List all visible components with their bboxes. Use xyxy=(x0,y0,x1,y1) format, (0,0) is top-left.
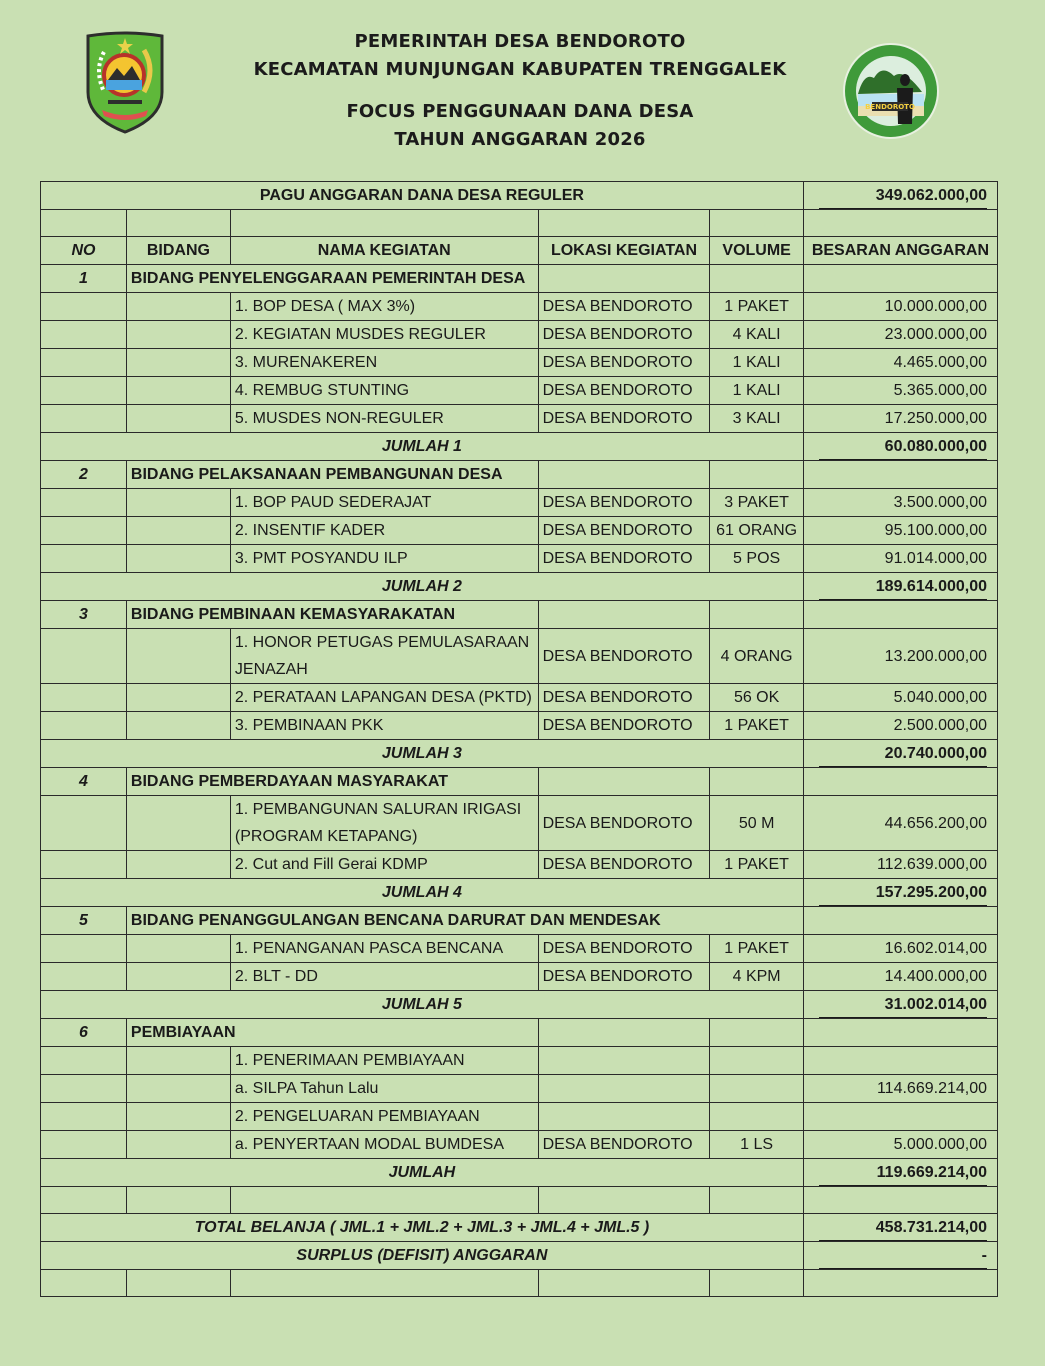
table-row xyxy=(41,851,998,879)
subtotal-row xyxy=(41,1159,998,1187)
subtotal-label: JUMLAH 5 xyxy=(41,991,804,1019)
empty-cell xyxy=(126,349,230,377)
section-title: BIDANG PENANGGULANGAN BENCANA DARURAT DAN MENDESAK xyxy=(126,907,803,935)
activity-volume: 4 KALI xyxy=(710,321,803,349)
empty-cell xyxy=(126,851,230,879)
subtotal-row xyxy=(41,991,998,1019)
empty-cell xyxy=(538,265,710,293)
activity-name: 1. PENERIMAAN PEMBIAYAAN xyxy=(230,1047,538,1075)
empty-cell xyxy=(803,601,997,629)
activity-location: DESA BENDOROTO xyxy=(538,935,710,963)
section-title: BIDANG PEMBERDAYAAN MASYARAKAT xyxy=(126,768,538,796)
activity-location: DESA BENDOROTO xyxy=(538,963,710,991)
activity-amount: 14.400.000,00 xyxy=(803,963,997,991)
activity-amount xyxy=(803,1047,997,1075)
section-header-row xyxy=(41,1019,998,1047)
column-header-row xyxy=(41,237,998,265)
table-row xyxy=(41,1103,998,1131)
subtotal-label: JUMLAH xyxy=(41,1159,804,1187)
activity-location: DESA BENDOROTO xyxy=(538,684,710,712)
kabupaten-emblem-icon xyxy=(84,30,166,134)
total-belanja-label: TOTAL BELANJA ( JML.1 + JML.2 + JML.3 + JML.4 + JML.5 ) xyxy=(41,1214,804,1242)
activity-volume: 50 M xyxy=(710,796,803,851)
activity-name: 3. MURENAKEREN xyxy=(230,349,538,377)
section-title: PEMBIAYAAN xyxy=(126,1019,538,1047)
empty-cell xyxy=(41,1270,127,1297)
table-row xyxy=(41,1075,998,1103)
activity-amount: 23.000.000,00 xyxy=(803,321,997,349)
subtotal-label: JUMLAH 1 xyxy=(41,433,804,461)
activity-location: DESA BENDOROTO xyxy=(538,293,710,321)
empty-cell xyxy=(41,796,127,851)
empty-cell xyxy=(126,629,230,684)
activity-volume: 1 KALI xyxy=(710,377,803,405)
section-number: 1 xyxy=(41,265,127,293)
activity-volume: 3 KALI xyxy=(710,405,803,433)
activity-location: DESA BENDOROTO xyxy=(538,545,710,573)
empty-cell xyxy=(710,1187,803,1214)
header-line-3: FOCUS PENGGUNAAN DANA DESA xyxy=(346,101,694,122)
empty-cell xyxy=(126,293,230,321)
section-title: BIDANG PEMBINAAN KEMASYARAKATAN xyxy=(126,601,538,629)
section-header-row xyxy=(41,768,998,796)
activity-amount xyxy=(803,1103,997,1131)
activity-volume: 3 PAKET xyxy=(710,489,803,517)
activity-name: 5. MUSDES NON-REGULER xyxy=(230,405,538,433)
activity-amount: 4.465.000,00 xyxy=(803,349,997,377)
subtotal-row xyxy=(41,573,998,601)
section-number: 3 xyxy=(41,601,127,629)
empty-cell xyxy=(41,349,127,377)
empty-cell xyxy=(41,1103,127,1131)
activity-name: 2. INSENTIF KADER xyxy=(230,517,538,545)
empty-cell xyxy=(710,601,803,629)
section-number: 2 xyxy=(41,461,127,489)
activity-location: DESA BENDOROTO xyxy=(538,629,710,684)
activity-amount: 17.250.000,00 xyxy=(803,405,997,433)
activity-amount: 91.014.000,00 xyxy=(803,545,997,573)
empty-cell xyxy=(126,1187,230,1214)
activity-volume: 1 PAKET xyxy=(710,935,803,963)
table-row xyxy=(41,293,998,321)
activity-location: DESA BENDOROTO xyxy=(538,489,710,517)
empty-cell xyxy=(803,1187,997,1214)
empty-cell xyxy=(803,265,997,293)
desa-bendoroto-emblem-icon xyxy=(842,42,940,140)
activity-name: 2. BLT - DD xyxy=(230,963,538,991)
total-belanja-value: 458.731.214,00 xyxy=(803,1214,997,1242)
subtotal-row xyxy=(41,433,998,461)
activity-amount: 44.656.200,00 xyxy=(803,796,997,851)
empty-cell xyxy=(538,768,710,796)
empty-cell xyxy=(126,684,230,712)
total-belanja-row xyxy=(41,1214,998,1242)
activity-name: 2. PERATAAN LAPANGAN DESA (PKTD) xyxy=(230,684,538,712)
activity-location: DESA BENDOROTO xyxy=(538,1131,710,1159)
subtotal-value: 189.614.000,00 xyxy=(803,573,997,601)
empty-cell xyxy=(41,1047,127,1075)
empty-cell xyxy=(538,461,710,489)
empty-cell xyxy=(126,712,230,740)
activity-location xyxy=(538,1075,710,1103)
empty-cell xyxy=(126,405,230,433)
empty-cell xyxy=(803,461,997,489)
section-header-row xyxy=(41,907,998,935)
spacer-row xyxy=(41,1270,998,1297)
activity-volume: 61 ORANG xyxy=(710,517,803,545)
activity-name: 1. PENANGANAN PASCA BENCANA xyxy=(230,935,538,963)
activity-location xyxy=(538,1047,710,1075)
empty-cell xyxy=(230,1187,538,1214)
activity-name: 2. PENGELUARAN PEMBIAYAAN xyxy=(230,1103,538,1131)
subtotal-value: 20.740.000,00 xyxy=(803,740,997,768)
activity-amount: 13.200.000,00 xyxy=(803,629,997,684)
section-header-row xyxy=(41,265,998,293)
empty-cell xyxy=(126,963,230,991)
activity-amount: 5.040.000,00 xyxy=(803,684,997,712)
activity-volume: 1 PAKET xyxy=(710,293,803,321)
activity-volume: 1 PAKET xyxy=(710,712,803,740)
empty-cell xyxy=(41,851,127,879)
spacer-row xyxy=(41,210,998,237)
activity-volume: 56 OK xyxy=(710,684,803,712)
activity-location: DESA BENDOROTO xyxy=(538,377,710,405)
empty-cell xyxy=(41,935,127,963)
activity-location: DESA BENDOROTO xyxy=(538,712,710,740)
table-row xyxy=(41,1047,998,1075)
col-header-no: NO xyxy=(41,237,127,265)
subtotal-label: JUMLAH 2 xyxy=(41,573,804,601)
empty-cell xyxy=(803,768,997,796)
empty-cell xyxy=(710,1019,803,1047)
subtotal-value: 157.295.200,00 xyxy=(803,879,997,907)
empty-cell xyxy=(126,377,230,405)
activity-amount: 95.100.000,00 xyxy=(803,517,997,545)
empty-cell xyxy=(126,1270,230,1297)
empty-cell xyxy=(126,1075,230,1103)
activity-volume: 1 KALI xyxy=(710,349,803,377)
empty-cell xyxy=(41,489,127,517)
pagu-value: 349.062.000,00 xyxy=(803,182,997,210)
empty-cell xyxy=(710,461,803,489)
subtotal-value: 60.080.000,00 xyxy=(803,433,997,461)
pagu-row xyxy=(41,182,998,210)
surplus-label: SURPLUS (DEFISIT) ANGGARAN xyxy=(41,1242,804,1270)
activity-amount: 5.000.000,00 xyxy=(803,1131,997,1159)
activity-amount: 5.365.000,00 xyxy=(803,377,997,405)
activity-name: 1. BOP DESA ( MAX 3%) xyxy=(230,293,538,321)
empty-cell xyxy=(126,1047,230,1075)
activity-name: 2. KEGIATAN MUSDES REGULER xyxy=(230,321,538,349)
header-line-2: KECAMATAN MUNJUNGAN KABUPATEN TRENGGALEK xyxy=(253,59,787,80)
table-row xyxy=(41,321,998,349)
activity-amount: 2.500.000,00 xyxy=(803,712,997,740)
table-row xyxy=(41,517,998,545)
activity-name: 1. HONOR PETUGAS PEMULASARAAN JENAZAH xyxy=(230,629,538,684)
table-row xyxy=(41,405,998,433)
col-header-nama-kegiatan: NAMA KEGIATAN xyxy=(230,237,538,265)
empty-cell xyxy=(126,796,230,851)
activity-volume: 4 KPM xyxy=(710,963,803,991)
table-row xyxy=(41,489,998,517)
activity-name: 4. REMBUG STUNTING xyxy=(230,377,538,405)
activity-amount: 112.639.000,00 xyxy=(803,851,997,879)
activity-location: DESA BENDOROTO xyxy=(538,349,710,377)
empty-cell xyxy=(710,265,803,293)
activity-location: DESA BENDOROTO xyxy=(538,405,710,433)
table-row xyxy=(41,935,998,963)
activity-amount: 10.000.000,00 xyxy=(803,293,997,321)
table-row xyxy=(41,349,998,377)
activity-volume: 1 PAKET xyxy=(710,851,803,879)
empty-cell xyxy=(538,1270,710,1297)
empty-cell xyxy=(538,1187,710,1214)
activity-location: DESA BENDOROTO xyxy=(538,796,710,851)
table-row xyxy=(41,712,998,740)
table-row xyxy=(41,629,998,684)
activity-name: 1. PEMBANGUNAN SALURAN IRIGASI (PROGRAM KETAPANG) xyxy=(230,796,538,851)
surplus-value: - xyxy=(803,1242,997,1270)
empty-cell xyxy=(126,517,230,545)
activity-location: DESA BENDOROTO xyxy=(538,321,710,349)
subtotal-value: 119.669.214,00 xyxy=(803,1159,997,1187)
empty-cell xyxy=(41,1075,127,1103)
activity-volume xyxy=(710,1075,803,1103)
activity-amount: 3.500.000,00 xyxy=(803,489,997,517)
section-number: 4 xyxy=(41,768,127,796)
activity-location xyxy=(538,1103,710,1131)
empty-cell xyxy=(41,293,127,321)
empty-cell xyxy=(538,601,710,629)
pagu-label: PAGU ANGGARAN DANA DESA REGULER xyxy=(41,182,804,210)
activity-name: 3. PMT POSYANDU ILP xyxy=(230,545,538,573)
empty-cell xyxy=(41,321,127,349)
activity-amount: 16.602.014,00 xyxy=(803,935,997,963)
empty-cell xyxy=(126,935,230,963)
subtotal-value: 31.002.014,00 xyxy=(803,991,997,1019)
table-row xyxy=(41,684,998,712)
empty-cell xyxy=(41,629,127,684)
section-title: BIDANG PELAKSANAAN PEMBANGUNAN DESA xyxy=(126,461,538,489)
empty-cell xyxy=(126,489,230,517)
activity-volume: 5 POS xyxy=(710,545,803,573)
activity-name: 3. PEMBINAAN PKK xyxy=(230,712,538,740)
empty-cell xyxy=(803,1019,997,1047)
activity-location: DESA BENDOROTO xyxy=(538,851,710,879)
empty-cell xyxy=(710,768,803,796)
activity-volume: 4 ORANG xyxy=(710,629,803,684)
activity-name: 1. BOP PAUD SEDERAJAT xyxy=(230,489,538,517)
svg-text:BENDOROTO: BENDOROTO xyxy=(865,103,915,111)
subtotal-row xyxy=(41,740,998,768)
empty-cell xyxy=(41,712,127,740)
empty-cell xyxy=(803,907,997,935)
activity-amount: 114.669.214,00 xyxy=(803,1075,997,1103)
activity-volume xyxy=(710,1047,803,1075)
activity-location: DESA BENDOROTO xyxy=(538,517,710,545)
empty-cell xyxy=(538,1019,710,1047)
empty-cell xyxy=(126,321,230,349)
activity-name: a. SILPA Tahun Lalu xyxy=(230,1075,538,1103)
empty-cell xyxy=(126,1131,230,1159)
section-number: 5 xyxy=(41,907,127,935)
empty-cell xyxy=(230,1270,538,1297)
section-number: 6 xyxy=(41,1019,127,1047)
empty-cell xyxy=(710,1270,803,1297)
table-row xyxy=(41,796,998,851)
table-row xyxy=(41,963,998,991)
empty-cell xyxy=(41,377,127,405)
empty-cell xyxy=(803,1270,997,1297)
section-header-row xyxy=(41,601,998,629)
col-header-volume: VOLUME xyxy=(710,237,803,265)
section-header-row xyxy=(41,461,998,489)
section-title: BIDANG PENYELENGGARAAN PEMERINTAH DESA xyxy=(126,265,538,293)
activity-volume xyxy=(710,1103,803,1131)
empty-cell xyxy=(41,517,127,545)
empty-cell xyxy=(41,405,127,433)
spacer-row xyxy=(41,1187,998,1214)
table-row xyxy=(41,377,998,405)
empty-cell xyxy=(41,1131,127,1159)
empty-cell xyxy=(41,963,127,991)
subtotal-label: JUMLAH 3 xyxy=(41,740,804,768)
col-header-anggaran: BESARAN ANGGARAN xyxy=(803,237,997,265)
surplus-row xyxy=(41,1242,998,1270)
document-header xyxy=(200,28,840,154)
subtotal-label: JUMLAH 4 xyxy=(41,879,804,907)
activity-volume: 1 LS xyxy=(710,1131,803,1159)
empty-cell xyxy=(126,545,230,573)
table-row xyxy=(41,1131,998,1159)
budget-table xyxy=(40,181,998,1297)
header-line-1: PEMERINTAH DESA BENDOROTO xyxy=(354,31,686,52)
activity-name: 2. Cut and Fill Gerai KDMP xyxy=(230,851,538,879)
header-line-4: TAHUN ANGGARAN 2026 xyxy=(394,129,646,150)
subtotal-row xyxy=(41,879,998,907)
empty-cell xyxy=(126,1103,230,1131)
table-row xyxy=(41,545,998,573)
activity-name: a. PENYERTAAN MODAL BUMDESA xyxy=(230,1131,538,1159)
empty-cell xyxy=(41,684,127,712)
empty-cell xyxy=(41,545,127,573)
col-header-lokasi: LOKASI KEGIATAN xyxy=(538,237,710,265)
col-header-bidang: BIDANG xyxy=(126,237,230,265)
empty-cell xyxy=(41,1187,127,1214)
